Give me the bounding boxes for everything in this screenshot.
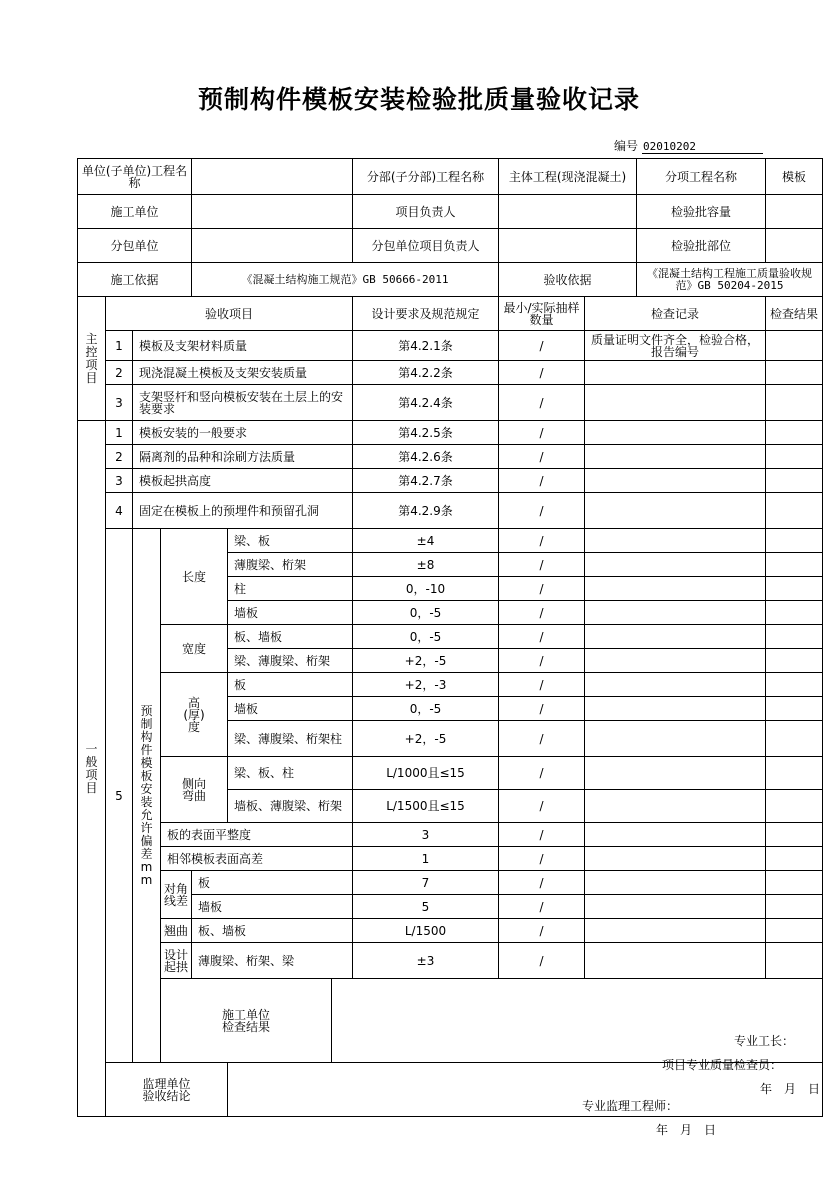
item-spec: ±4 (353, 529, 499, 553)
item-sample[interactable]: / (499, 673, 585, 697)
camber-label: 设计起拱 (161, 943, 192, 979)
basis-value[interactable]: 《混凝土结构施工规范》GB 50666-2011 (192, 263, 499, 297)
item-sample[interactable]: / (499, 469, 585, 493)
item-result[interactable] (766, 529, 823, 553)
item-record[interactable] (585, 553, 766, 577)
col-design: 设计要求及规范规定 (353, 297, 499, 331)
item-result[interactable] (766, 649, 823, 673)
item-spec: 0，-5 (353, 601, 499, 625)
item-sample[interactable]: / (499, 823, 585, 847)
division-value[interactable]: 主体工程(现浇混凝土) (499, 159, 637, 195)
table-row (78, 331, 823, 361)
item-record[interactable] (585, 919, 766, 943)
item-no: 5 (106, 529, 133, 1063)
location-value[interactable] (766, 229, 823, 263)
item-sample[interactable]: / (499, 943, 585, 979)
item-record[interactable] (585, 721, 766, 757)
item5-label: 预制构件模板安装允许偏差mm (133, 529, 161, 1063)
main-group-label: 主控项目 (78, 297, 106, 421)
table-row (78, 469, 823, 493)
item-name: 隔离剂的品种和涂刷方法质量 (133, 445, 353, 469)
item-spec: 7 (353, 871, 499, 895)
sub-item-name: 板、墙板 (192, 919, 353, 943)
item-spec: ±3 (353, 943, 499, 979)
table-row (78, 385, 823, 421)
item-spec: 5 (353, 895, 499, 919)
table-row (78, 823, 823, 847)
item-no: 2 (106, 445, 133, 469)
subcontractor-value[interactable] (192, 229, 353, 263)
item-sample[interactable]: / (499, 649, 585, 673)
table-row (78, 757, 823, 790)
item-result[interactable] (766, 625, 823, 649)
serial-value[interactable]: 02010202 (642, 140, 763, 154)
item-spec: 第4.2.7条 (353, 469, 499, 493)
item-spec: L/1500 (353, 919, 499, 943)
item-result[interactable] (766, 757, 823, 790)
item-name: 模板及支架材料质量 (133, 331, 353, 361)
item-sample[interactable]: / (499, 385, 585, 421)
item-sample[interactable]: / (499, 757, 585, 790)
subitem-value[interactable]: 模板 (766, 159, 823, 195)
sub-pm-label: 分包单位项目负责人 (353, 229, 499, 263)
item-result[interactable] (766, 493, 823, 529)
item-result[interactable] (766, 721, 823, 757)
width-label: 宽度 (161, 625, 228, 673)
sub-item-name: 墙板、薄腹梁、桁架 (228, 790, 353, 823)
item-spec: 1 (353, 847, 499, 871)
inspection-table (77, 158, 823, 1137)
table-row (78, 919, 823, 943)
item-name: 现浇混凝土模板及支架安装质量 (133, 361, 353, 385)
basis-label: 施工依据 (78, 263, 192, 297)
table-row (78, 445, 823, 469)
item-result[interactable] (766, 577, 823, 601)
supervisor-check-label: 监理单位验收结论 (106, 1063, 228, 1117)
item-result[interactable] (766, 469, 823, 493)
inspector-label: 项目专业质量检查员： (662, 1057, 783, 1072)
sub-item-name: 薄腹梁、桁架 (228, 553, 353, 577)
contractor-value[interactable] (192, 195, 353, 229)
item-spec: 0，-5 (353, 697, 499, 721)
capacity-value[interactable] (766, 195, 823, 229)
sub-item-name: 墙板 (228, 601, 353, 625)
item-record[interactable] (585, 790, 766, 823)
pm-value[interactable] (499, 195, 637, 229)
item-sample[interactable]: / (499, 361, 585, 385)
item-spec: +2，-5 (353, 649, 499, 673)
item-record[interactable] (585, 385, 766, 421)
item-spec: 第4.2.4条 (353, 385, 499, 421)
table-row (78, 625, 823, 649)
item-sample[interactable]: / (499, 529, 585, 553)
item-result[interactable] (766, 919, 823, 943)
engineer-label: 专业监理工程师： (582, 1098, 679, 1113)
contractor-check-area[interactable] (332, 979, 823, 1096)
item-sample[interactable]: / (499, 331, 585, 361)
sub-item-name: 梁、薄腹梁、桁架 (228, 649, 353, 673)
item-record[interactable]: 质量证明文件齐全，检验合格，报告编号 (585, 331, 766, 361)
item-no: 3 (106, 469, 133, 493)
item-record[interactable] (585, 823, 766, 847)
item-name: 模板起拱高度 (133, 469, 353, 493)
item-record[interactable] (585, 649, 766, 673)
item-spec: 第4.2.5条 (353, 421, 499, 445)
contractor-check-label: 施工单位检查结果 (161, 979, 332, 1063)
item-sample[interactable]: / (499, 577, 585, 601)
item-record[interactable] (585, 871, 766, 895)
supervisor-date: 年 月 日 (656, 1122, 717, 1137)
item-result[interactable] (766, 823, 823, 847)
sub-item-name: 柱 (228, 577, 353, 601)
serial-label: 编号 (614, 139, 639, 153)
item-no: 4 (106, 493, 133, 529)
table-row (78, 493, 823, 529)
table-row (78, 421, 823, 445)
serial-number (614, 137, 763, 154)
item-record[interactable] (585, 625, 766, 649)
item-name: 支架竖杆和竖向模板安装在土层上的安装要求 (133, 385, 353, 421)
item-result[interactable] (766, 895, 823, 919)
item-record[interactable] (585, 469, 766, 493)
item-sample[interactable]: / (499, 871, 585, 895)
item-sample[interactable]: / (499, 790, 585, 823)
sub-item-name: 墙板 (192, 895, 353, 919)
item-result[interactable] (766, 871, 823, 895)
item-record[interactable] (585, 529, 766, 553)
item-sample[interactable]: / (499, 895, 585, 919)
height-label: 高(厚)度 (161, 673, 228, 757)
item-spec: 0，-10 (353, 577, 499, 601)
item-sample[interactable]: / (499, 919, 585, 943)
table-row (78, 529, 823, 553)
item-result[interactable] (766, 385, 823, 421)
item-result[interactable] (766, 943, 823, 979)
sub-item-name: 梁、板 (228, 529, 353, 553)
item-record[interactable] (585, 847, 766, 871)
item-result[interactable] (766, 790, 823, 823)
table-row (78, 871, 823, 895)
item-result[interactable] (766, 445, 823, 469)
item-sample[interactable]: / (499, 421, 585, 445)
diagonal-label: 对角线差 (161, 871, 192, 919)
sub-item-name: 梁、板、柱 (228, 757, 353, 790)
sub-pm-value[interactable] (499, 229, 637, 263)
item-sample[interactable]: / (499, 721, 585, 757)
item-no: 3 (106, 385, 133, 421)
item-spec: +2，-3 (353, 673, 499, 697)
item-name: 模板安装的一般要求 (133, 421, 353, 445)
item-no: 1 (106, 421, 133, 445)
acceptance-label: 验收依据 (499, 263, 637, 297)
foreman-label: 专业工长： (734, 1033, 795, 1048)
item-spec: 第4.2.2条 (353, 361, 499, 385)
contractor-label: 施工单位 (78, 195, 192, 229)
item-record[interactable] (585, 577, 766, 601)
unit-value[interactable] (192, 159, 353, 195)
pm-label: 项目负责人 (353, 195, 499, 229)
item-result[interactable] (766, 847, 823, 871)
item-spec: L/1500且≤15 (353, 790, 499, 823)
sub-item-name: 墙板 (228, 697, 353, 721)
sub-item-name: 板 (228, 673, 353, 697)
subitem-label: 分项工程名称 (637, 159, 766, 195)
item-spec: 第4.2.9条 (353, 493, 499, 529)
item-record[interactable] (585, 493, 766, 529)
item-record[interactable] (585, 757, 766, 790)
subcontractor-label: 分包单位 (78, 229, 192, 263)
contractor-date: 年 月 日 (760, 1081, 821, 1096)
item-spec: 3 (353, 823, 499, 847)
item-spec: 第4.2.1条 (353, 331, 499, 361)
warp-label: 翘曲 (161, 919, 192, 943)
table-row (78, 361, 823, 385)
general-group-label: 一般项目 (78, 421, 106, 1117)
item-record[interactable] (585, 601, 766, 625)
item-spec: +2，-5 (353, 721, 499, 757)
item-sample[interactable]: / (499, 445, 585, 469)
item-result[interactable] (766, 697, 823, 721)
sub-item-name: 板、墙板 (228, 625, 353, 649)
item-record[interactable] (585, 895, 766, 919)
col-result: 检查结果 (766, 297, 823, 331)
item-name: 固定在模板上的预埋件和预留孔洞 (133, 493, 353, 529)
length-label: 长度 (161, 529, 228, 625)
item-record[interactable] (585, 943, 766, 979)
table-row (78, 847, 823, 871)
item-no: 2 (106, 361, 133, 385)
item-result[interactable] (766, 553, 823, 577)
item-sample[interactable]: / (499, 553, 585, 577)
sub-item-name: 板的表面平整度 (161, 823, 353, 847)
item-sample[interactable]: / (499, 847, 585, 871)
item-sample[interactable]: / (499, 625, 585, 649)
capacity-label: 检验批容量 (637, 195, 766, 229)
item-result[interactable] (766, 601, 823, 625)
item-spec: 第4.2.6条 (353, 445, 499, 469)
item-record[interactable] (585, 421, 766, 445)
item-record[interactable] (585, 697, 766, 721)
item-record[interactable] (585, 361, 766, 385)
col-record: 检查记录 (585, 297, 766, 331)
page-title: 预制构件模板安装检验批质量验收记录 (197, 85, 640, 114)
item-sample[interactable]: / (499, 493, 585, 529)
item-result[interactable] (766, 361, 823, 385)
item-spec: ±8 (353, 553, 499, 577)
division-label: 分部(子分部)工程名称 (353, 159, 499, 195)
sub-item-name: 相邻模板表面高差 (161, 847, 353, 871)
item-sample[interactable]: / (499, 601, 585, 625)
item-result[interactable] (766, 673, 823, 697)
item-result[interactable] (766, 331, 823, 361)
sub-item-name: 薄腹梁、桁架、梁 (192, 943, 353, 979)
col-item: 验收项目 (106, 297, 353, 331)
table-row (78, 943, 823, 979)
item-record[interactable] (585, 673, 766, 697)
table-row (78, 673, 823, 697)
item-result[interactable] (766, 421, 823, 445)
unit-label: 单位(子单位)工程名称 (78, 159, 192, 195)
item-record[interactable] (585, 445, 766, 469)
item-spec: 0，-5 (353, 625, 499, 649)
sub-item-name: 板 (192, 871, 353, 895)
contractor-check-row (78, 979, 823, 1063)
acceptance-value[interactable]: 《混凝土结构工程施工质量验收规范》GB 50204-2015 (637, 263, 823, 297)
col-sample: 最小/实际抽样数量 (499, 297, 585, 331)
bend-label: 侧向弯曲 (161, 757, 228, 823)
location-label: 检验批部位 (637, 229, 766, 263)
item-no: 1 (106, 331, 133, 361)
item-spec: L/1000且≤15 (353, 757, 499, 790)
item-sample[interactable]: / (499, 697, 585, 721)
sub-item-name: 梁、薄腹梁、桁架柱 (228, 721, 353, 757)
